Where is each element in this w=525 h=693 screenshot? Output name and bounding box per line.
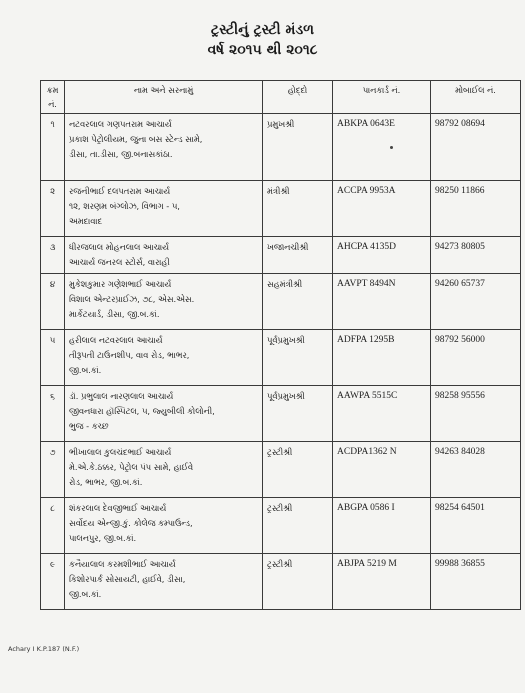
address-line: સર્વોદય એન્જી.કું. કોલેજ કમ્પાઉન્ડ,: [69, 518, 193, 528]
header-post: હોદ્દો: [263, 81, 333, 114]
header-name-address: નામ અને સરનામું: [65, 81, 263, 114]
address-line: પાલનપુર, જી.બ.કાં.: [69, 533, 137, 543]
name-address-cell: [65, 498, 263, 554]
serial-number: ૫: [41, 330, 65, 386]
pan-cell: ACCPA 9953A: [333, 181, 431, 237]
pan-cell: ABKPA 0643E: [333, 114, 431, 181]
page-title: ટ્રસ્ટીનું ટ્રસ્ટી મંડળ: [210, 22, 315, 38]
trustee-name: શંકરલાલ દેવજીભાઈ આચાર્ય: [69, 503, 167, 513]
post-cell: પ્રમુખશ્રી: [263, 114, 333, 181]
trustee-name: ધીરજલાલ મોહનલાલ આચાર્ય: [69, 242, 169, 252]
name-address-cell: [65, 237, 263, 274]
header-pan: પાનકાર્ડ નં.: [333, 81, 431, 114]
mobile-cell: 98254 64501: [431, 498, 521, 554]
table-row: [41, 330, 521, 386]
post-cell: ખજાનચીશ્રી: [263, 237, 333, 274]
table-row: [41, 386, 521, 442]
address-line: ભુજ - કચ્છ: [69, 421, 109, 431]
name-address-cell: [65, 386, 263, 442]
address-line: ૧૨, શરણમ બંગ્લોઝ, વિભાગ - ૫,: [69, 201, 180, 211]
mobile-cell: 94263 84028: [431, 442, 521, 498]
name-address-cell: [65, 554, 263, 610]
table-header-row: [41, 81, 521, 114]
mobile-cell: 98792 08694: [431, 114, 521, 181]
table-row: [41, 114, 521, 181]
post-cell: ટ્રસ્ટીશ્રી: [263, 554, 333, 610]
table-row: [41, 274, 521, 330]
table-row: [41, 237, 521, 274]
address-line: જી.બ.કાં.: [69, 365, 102, 375]
mobile-cell: 98258 95556: [431, 386, 521, 442]
mobile-cell: 94260 65737: [431, 274, 521, 330]
address-line: રોડ, ભાભર, જી.બ.કાં.: [69, 477, 143, 487]
post-cell: ટ્રસ્ટીશ્રી: [263, 498, 333, 554]
trustee-name: કનૈયાલાલ કરમશીભાઈ આચાર્ય: [69, 559, 176, 569]
serial-number: ૬: [41, 386, 65, 442]
address-line: આચાર્ય જનરલ સ્ટોર્સ, વારાહી: [69, 257, 170, 267]
table-row: [41, 442, 521, 498]
pan-cell: ABGPA 0586 I: [333, 498, 431, 554]
table-row: [41, 554, 521, 610]
address-line: પ્રકાશ પેટ્રોલીયમ, જુના બસ સ્ટેન્ડ સામે,: [69, 134, 203, 144]
mobile-cell: 99988 36855: [431, 554, 521, 610]
trustee-name: ભીખાલાલ કુલચંદભાઈ આચાર્ય: [69, 447, 172, 457]
mobile-cell: 98250 11866: [431, 181, 521, 237]
address-line: મે.એ.કે.ઠક્કર, પેટ્રોલ પંપ સામે, હાઈવે: [69, 462, 194, 472]
pan-cell: AAWPA 5515C: [333, 386, 431, 442]
address-line: જીવનધારા હૉસ્પિટલ, ૫, જ્યુબીલી કોલોની,: [69, 406, 215, 416]
table-row: [41, 181, 521, 237]
serial-number: ૭: [41, 442, 65, 498]
serial-number: ૨: [41, 181, 65, 237]
serial-number: ૩: [41, 237, 65, 274]
trustee-name: ડૉ. પ્રભુલાલ નારણલાલ આચાર્ય: [69, 391, 174, 401]
pan-cell: AAVPT 8494N: [333, 274, 431, 330]
name-address-cell: [65, 181, 263, 237]
serial-number: ૧: [41, 114, 65, 181]
pan-cell: ACDPA1362 N: [333, 442, 431, 498]
table-body: [41, 114, 521, 610]
trustee-name: રજનીભાઈ દલપતરામ આચાર્ય: [69, 186, 171, 196]
pan-cell: ABJPA 5219 M: [333, 554, 431, 610]
address-line: વિશાલ એન્ટરપ્રાઈઝ, ૭૮, એસ.એસ.: [69, 294, 195, 304]
serial-number: ૪: [41, 274, 65, 330]
page-subtitle: વર્ષ ૨૦૧૫ થી ૨૦૧૮: [207, 42, 318, 58]
trustee-name: હરીલાલ નટવરલાલ આચાર્ય: [69, 335, 163, 345]
address-line: માર્કેટયાર્ડ, ડીસા, જી.બ.કાં.: [69, 309, 160, 319]
serial-number: ૯: [41, 554, 65, 610]
name-address-cell: [65, 330, 263, 386]
serial-number: ૮: [41, 498, 65, 554]
name-address-cell: [65, 442, 263, 498]
mobile-cell: 98792 56000: [431, 330, 521, 386]
name-address-cell: [65, 274, 263, 330]
post-cell: પૂર્વપ્રમુખશ્રી: [263, 386, 333, 442]
ink-dot: [390, 146, 393, 149]
header-serial: ક્રમ નં.: [41, 81, 65, 114]
post-cell: સહમંત્રીશ્રી: [263, 274, 333, 330]
address-line: અમદાવાદ: [69, 216, 103, 226]
table-row: [41, 498, 521, 554]
trustee-name: નટવરલાલ ગણપતરામ આચાર્ય: [69, 119, 172, 129]
post-cell: ટ્રસ્ટીશ્રી: [263, 442, 333, 498]
trustee-name: મુકેશકુમાર ગણેશભાઈ આચાર્ય: [69, 279, 172, 289]
footer-note: Achary I K.P.187 (N.F.): [8, 645, 80, 653]
pan-cell: ADFPA 1295B: [333, 330, 431, 386]
name-address-cell: [65, 114, 263, 181]
post-cell: મંત્રીશ્રી: [263, 181, 333, 237]
post-cell: પૂર્વપ્રમુખશ્રી: [263, 330, 333, 386]
trustee-table: [40, 80, 521, 610]
header-mobile: મોબાઈલ નં.: [431, 81, 521, 114]
pan-cell: AHCPA 4135D: [333, 237, 431, 274]
address-line: જી.બ.કાં.: [69, 589, 102, 599]
address-line: તીરૂપતી ટાઉનશીપ, વાવ રોડ, ભાભર,: [69, 350, 190, 360]
address-line: કિશોરપાર્ક સોસાયટી, હાઈવે, ડીસા,: [69, 574, 186, 584]
mobile-cell: 94273 80805: [431, 237, 521, 274]
address-line: ડીસા, તા.ડીસા, જી.બનાસકાંઠા.: [69, 149, 173, 159]
